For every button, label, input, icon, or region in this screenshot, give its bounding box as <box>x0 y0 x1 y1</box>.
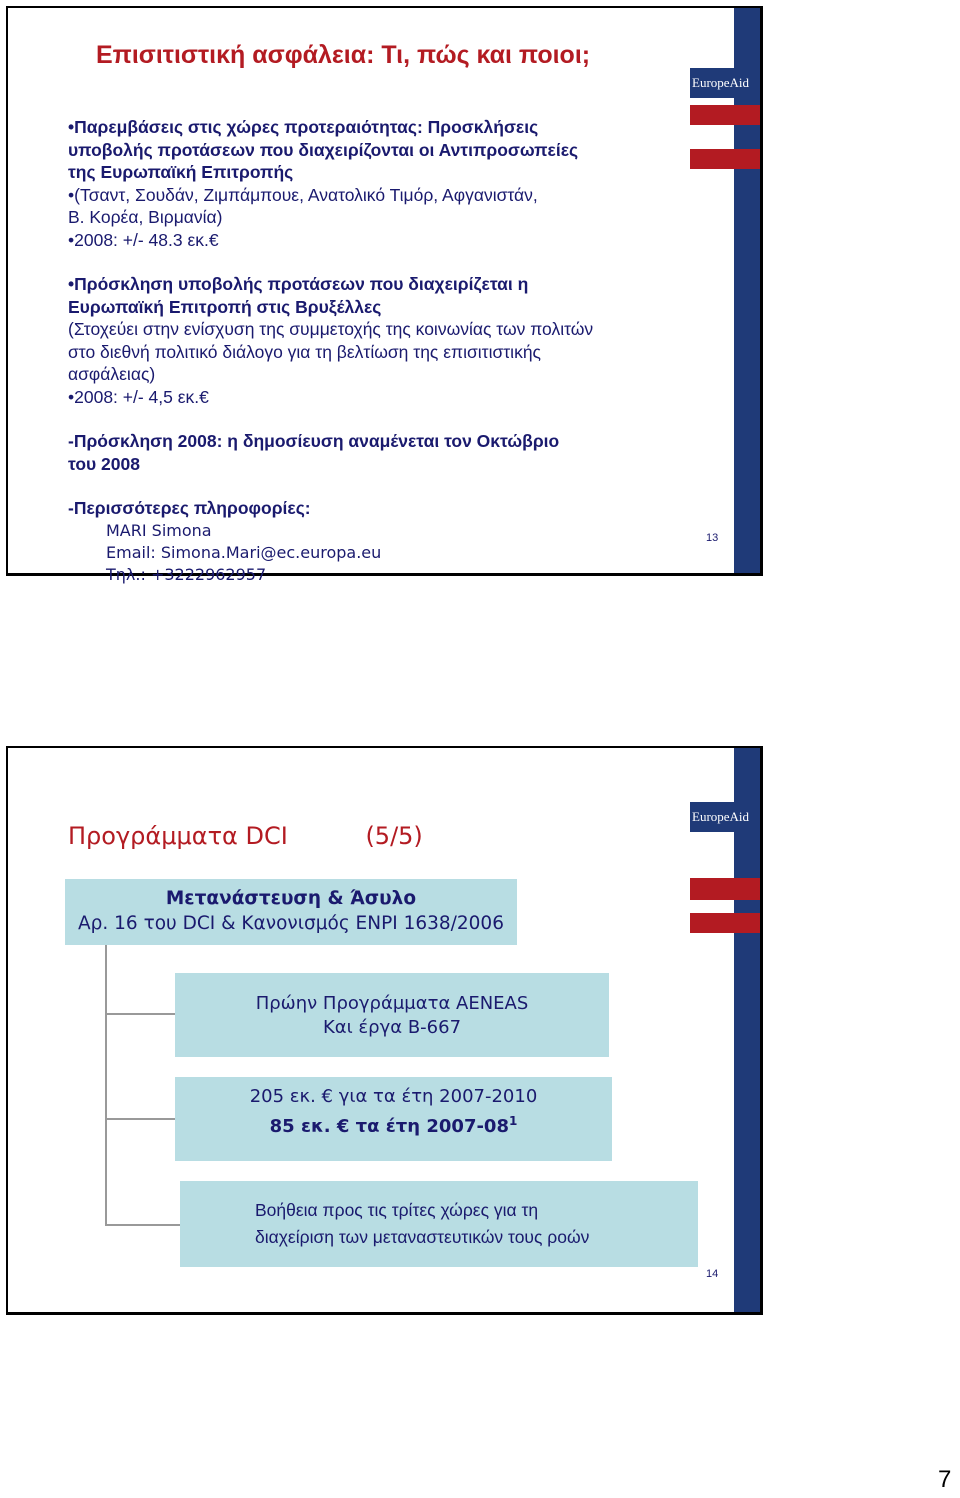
tree-connector <box>105 1118 175 1120</box>
body-line: Β. Κορέα, Βιρμανία) <box>68 207 223 227</box>
budget-box <box>175 1077 612 1161</box>
slide-sidebar <box>734 748 760 1312</box>
body-line: -Πρόσκληση 2008: η δημοσίευση αναμένεται τον Οκτώβριο <box>68 431 560 451</box>
contact-email[interactable]: Email: Simona.Mari@ec.europa.eu <box>106 542 382 562</box>
body-line: υποβολής προτάσεων που διαχειρίζονται οι Αντιπροσωπείες <box>68 139 579 160</box>
europeaid-logo: EuropeAid <box>690 68 760 98</box>
slide-13 <box>6 6 763 584</box>
title-right: (5/5) <box>365 822 423 850</box>
red-band <box>690 878 760 900</box>
tree-connector <box>105 1224 180 1226</box>
document-page-number: 7 <box>938 1466 952 1493</box>
body-line: (Στοχεύει στην ενίσχυση της συμμετοχής της κοινωνίας των πολιτών <box>68 319 594 339</box>
box-line: 205 εκ. € για τα έτη 2007-2010 <box>249 1086 538 1107</box>
slide-body <box>68 116 668 586</box>
topic-subheading: Αρ. 16 του DCI & Κανονισμός ENPI 1638/2006 <box>78 913 504 934</box>
programme-box <box>175 973 609 1057</box>
title-left: Προγράμματα DCI <box>68 822 288 850</box>
body-line: του 2008 <box>68 453 140 474</box>
red-band <box>690 149 760 169</box>
slide-title: Επισιτιστική ασφάλεια: Τι, πώς και ποιοι; <box>96 41 591 69</box>
body-line: Ευρωπαϊκή Επιτροπή στις Βρυξέλλες <box>68 296 382 317</box>
topic-heading: Μετανάστευση & Άσυλο <box>165 888 417 909</box>
slide-title <box>68 822 423 850</box>
red-band <box>690 913 760 933</box>
europeaid-logo: EuropeAid <box>690 802 760 832</box>
body-line: ασφάλειας) <box>68 364 156 384</box>
slide-14 <box>6 746 763 1315</box>
red-band <box>690 105 760 125</box>
tree-connector <box>105 1013 175 1015</box>
box-line-text: 85 εκ. € τα έτη 2007-08 <box>269 1116 509 1137</box>
contact-name: MARI Simona <box>106 520 212 540</box>
slide-page-number: 14 <box>706 1268 719 1280</box>
box-line: Και έργα B-667 <box>322 1017 462 1038</box>
body-line: •2008: +/- 48.3 εκ.€ <box>68 229 219 250</box>
body-line: •(Τσαντ, Σουδάν, Ζιμπάμπουε, Ανατολικό Τιμόρ, Αφγανιστάν, <box>68 184 538 205</box>
box-line-bold <box>175 1109 612 1139</box>
body-line: •2008: +/- 4,5 εκ.€ <box>68 386 209 407</box>
body-line: της Ευρωπαϊκή Επιτροπής <box>68 162 294 182</box>
body-line: •Πρόσκληση υποβολής προτάσεων που διαχειρίζεται η <box>68 274 529 294</box>
tree-connector <box>105 945 107 1226</box>
aid-box <box>180 1181 698 1267</box>
slide-page-number: 13 <box>706 532 719 544</box>
topic-box <box>65 879 517 945</box>
box-line: Πρώην Προγράμματα AENEAS <box>255 993 529 1014</box>
footnote-mark: 1 <box>508 1114 518 1128</box>
body-line: στο διεθνή πολιτικό διάλογο για τη βελτίωση της επισιτιστικής <box>68 341 541 362</box>
body-line: -Περισσότερες πληροφορίες: <box>68 498 311 518</box>
contact-phone: Τηλ.: +3222962957 <box>106 564 267 584</box>
box-line: Βοήθεια προς τις τρίτες χώρες για τη <box>255 1200 539 1220</box>
body-line: •Παρεμβάσεις στις χώρες προτεραιότητας: Προσκλήσεις <box>68 117 539 137</box>
box-line: διαχείριση των μεταναστευτικών τους ροών <box>255 1227 590 1247</box>
